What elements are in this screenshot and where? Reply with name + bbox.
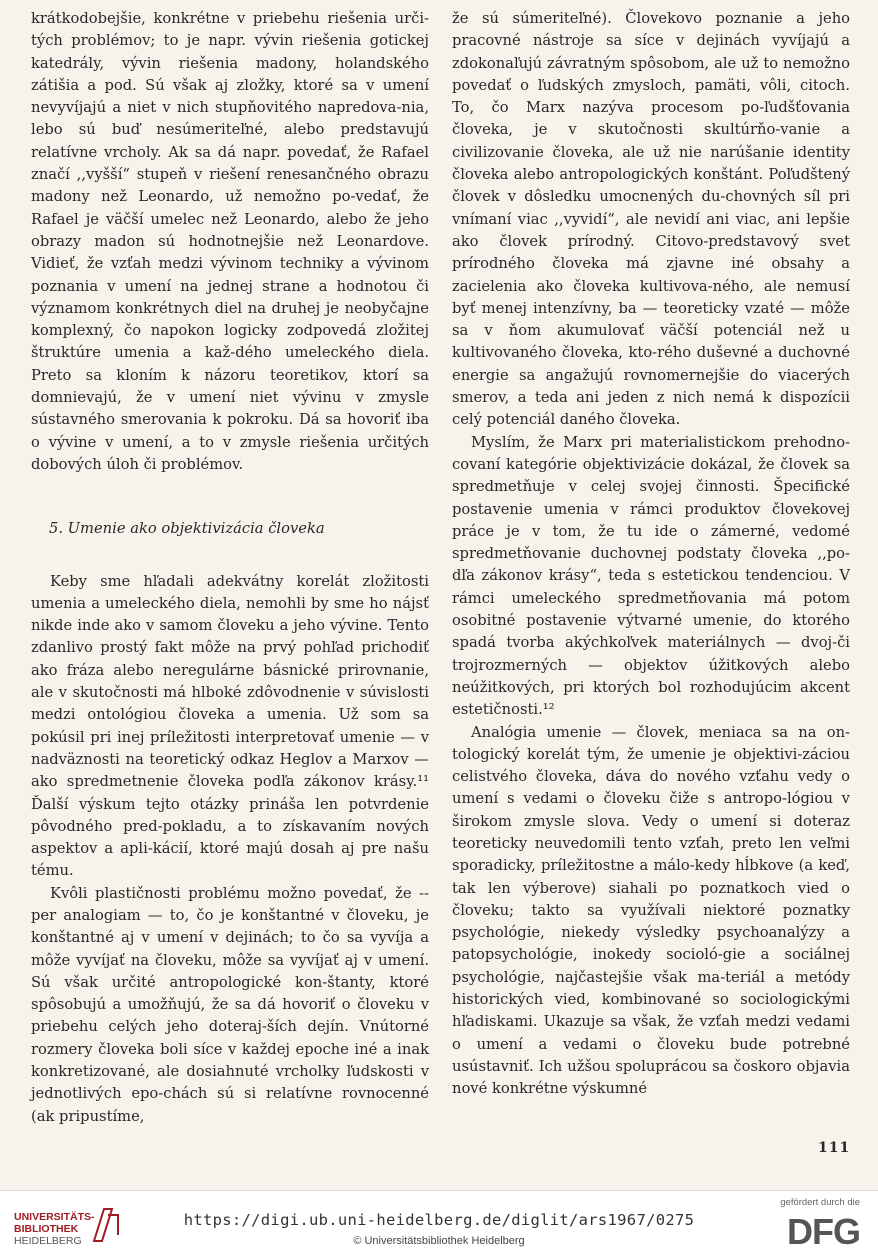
paragraph-4: Myslím, že Marx pri materialistickom prehodno-covaní kategórie objektivizácie dokázal, že človek sa spredmetňuje v celej svojej činnosti. Špecifické postavenie umenia v rámci produktov človekovej práce je v tom, že tu ide o zámerné, vedomé spredmetňovanie duchovnej podstaty človeka ,,po-dľa zákonov krásy“, teda s estetickou tendenciou. V rámci umeleckého spredmetňovania má potom osobitné postavenie výtvarné umenie, do ktorého spadá tvorba akýchkoľvek materiálnych — dvoj-či trojrozmerných — objektov úžitkových alebo neúžitkových, pri ktorých bol rozhodujúcim akcent estetičnosti.¹² (452, 433, 850, 719)
paragraph-3: že sú súmeriteľné). Človekovo poznanie a jeho pracovné nástroje sa síce v dejinách vyvíjajú a zdokonaľujú závratným spôsobom, ale už to nemožno povedať o ľudských zmysloch, pamäti, vôli, citoch. To, čo Marx nazýva procesom po-ľudšťovania človeka, je v skutočnosti skultúrňo-vanie a civilizovanie človeka, ale už nie narúšanie identity človeka alebo antropologických konštánt. Poľudštený človek v dôsledku umocnených du-chovných síl pri vnímaní viac ,,vyvidí“, ale nevidí ani viac, ani lepšie ako človek prírodný. Citovo-predstavový svet prírodného človeka má zjavne iné obsahy a zacielenia ako človeka kultivova-ného, ale nemusí byť menej intenzívny, ba — teoreticky vzaté — môže sa v ňom akumulovať väčší potenciál než u kultivovaného človeka, kto-rého duševné a duchovné energie sa angažujú rovnomernejšie do viacerých smerov, a teda ani jeden z nich nemá k dispozícii celý potenciál daného človeka. (452, 10, 850, 429)
section-heading: 5. Umenie ako objektivizácia človeka (49, 520, 325, 538)
page-number: 111 (818, 1140, 851, 1156)
paragraph-5: Analógia umenie — človek, meniaca sa na on-tologický korelát tým, že umenie je objektivi-záciou celistvého človeka, dáva do nového vzťahu vedy o umení s vedami o človeku čiže s antropo-lógiou v širokom zmysle slova. Vedy o umení si doteraz teoreticky neuvedomili tento vzťah, preto len veľmi sporadicky, príležitostne a málo-kedy hĺbkove (a keď, tak len výberove) siahali po poznatkoch vied o človeku; takto sa využívali niektoré poznatky psychológie, niekedy výsledky psychoanalýzy a patopsychológie, inokedy socioló-gie a sociálnej psychológie, najčastejšie však ma-teriál a metódy historických vied, kombinované so sociologickými hľadiskami. Ukazuje sa však, že vzťah medzi vedami o umení a vedami o človeku bude potrebné usústavniť. Ich užšou spoluprácou sa čoskoro objavia nové konkrétne výskumné (452, 723, 850, 1098)
right-column (452, 8, 850, 1101)
permalink-url[interactable]: https://digi.ub.uni-heidelberg.de/diglit/ars1967/0275 (183, 1211, 695, 1229)
paragraph-2: Kvôli plastičnosti problému možno povedať, že -- per analogiam — to, čo je konštantné v človeku, je konštantné aj v umení v dejinách; to čo sa vyvíja a môže vyvíjať na človeku, môže sa vyvíjať aj v umení. Sú však určité antropologické kon-štanty, ktoré spôsobujú a umožňujú, že sa dá hovoriť o človeku v priebehu celých jeho doteraj-ších dejín. Vnútorné rozmery človeka boli síce v každej epoche iné a inak konkretizované, ale dosiahnuté vrcholky ľudskosti v jednotlivých epo-chách sú si relatívne rovnocenné (ak pripustíme, (31, 884, 429, 1125)
library-name-line3: HEIDELBERG (14, 1235, 82, 1247)
left-column (31, 8, 429, 1128)
copyright-notice: © Universitätsbibliothek Heidelberg (353, 1235, 525, 1247)
viewer-footer (0, 1190, 878, 1259)
paragraph-0: krátkodobejšie, konkrétne v priebehu riešenia urči-tých problémov; to je napr. vývin riešenia gotickej katedrály, vývin riešenia madony, holandského zátišia a pod. Sú však aj zložky, ktoré sa v umení nevyvíjajú a niet v nich stupňovitého napredova-nia, lebo sú buď nesúmeriteľné, alebo predstavujú relatívne vrcholy. Ak sa dá napr. povedať, že Rafael značí ,,vyšší“ stupeň v riešení renesančného obrazu madony než Leonardo, už nemožno po-vedať, že Rafael je väčší umelec než Leonardo, alebo že jeho obrazy madon sú hodnotnejšie než Leonardove. Vidieť, že vzťah medzi vývinom techniky a vývinom poznania v umení na jednej strane a hodnotou či významom konkrétnych diel na druhej je neobyčajne komplexný, čo napokon logicky zodpovedá zložitej štruktúre umenia a kaž-dého umeleckého diela. Preto sa kloním k názoru teoretikov, ktorí sa domnievajú, že v umení niet vývinu v zmysle sústavného smerovania k pokroku. Dá sa hovoriť iba o vývine v umení, a to v zmysle riešenia určitých dobových úloh či problémov. (31, 10, 429, 473)
dfg-logo[interactable]: DFG (787, 1211, 860, 1252)
library-name-line1: UNIVERSITÄTS- (14, 1211, 95, 1223)
paragraph-1: Keby sme hľadali adekvátny korelát zložitosti umenia a umeleckého diela, nemohli by sme ho nájsť nikde inde ako v samom človeku a jeho vývine. Tento zdanlivo prostý fakt môže na prvý pohľad prichodiť ako fráza alebo neregulárne básnické prirovnanie, ale v skutočnosti má hlboké zdôvodnenie v súvislosti medzi ontológiou človeka a umenia. Už som sa pokúsil pri inej príležitosti interpretovať umenie — v nadväznosti na teoretický odkaz Heglov a Marxov — ako spredmetnenie človeka podľa zákonov krásy.¹¹ Ďalší výskum tejto otázky prináša len potvrdenie pôvodného pred-pokladu, a to získavaním nových aspektov a apli-kácií, ktoré majú dosah aj pre našu tému. (31, 572, 429, 880)
funding-note: gefördert durch die (780, 1197, 860, 1208)
library-name-line2: BIBLIOTHEK (14, 1223, 79, 1235)
